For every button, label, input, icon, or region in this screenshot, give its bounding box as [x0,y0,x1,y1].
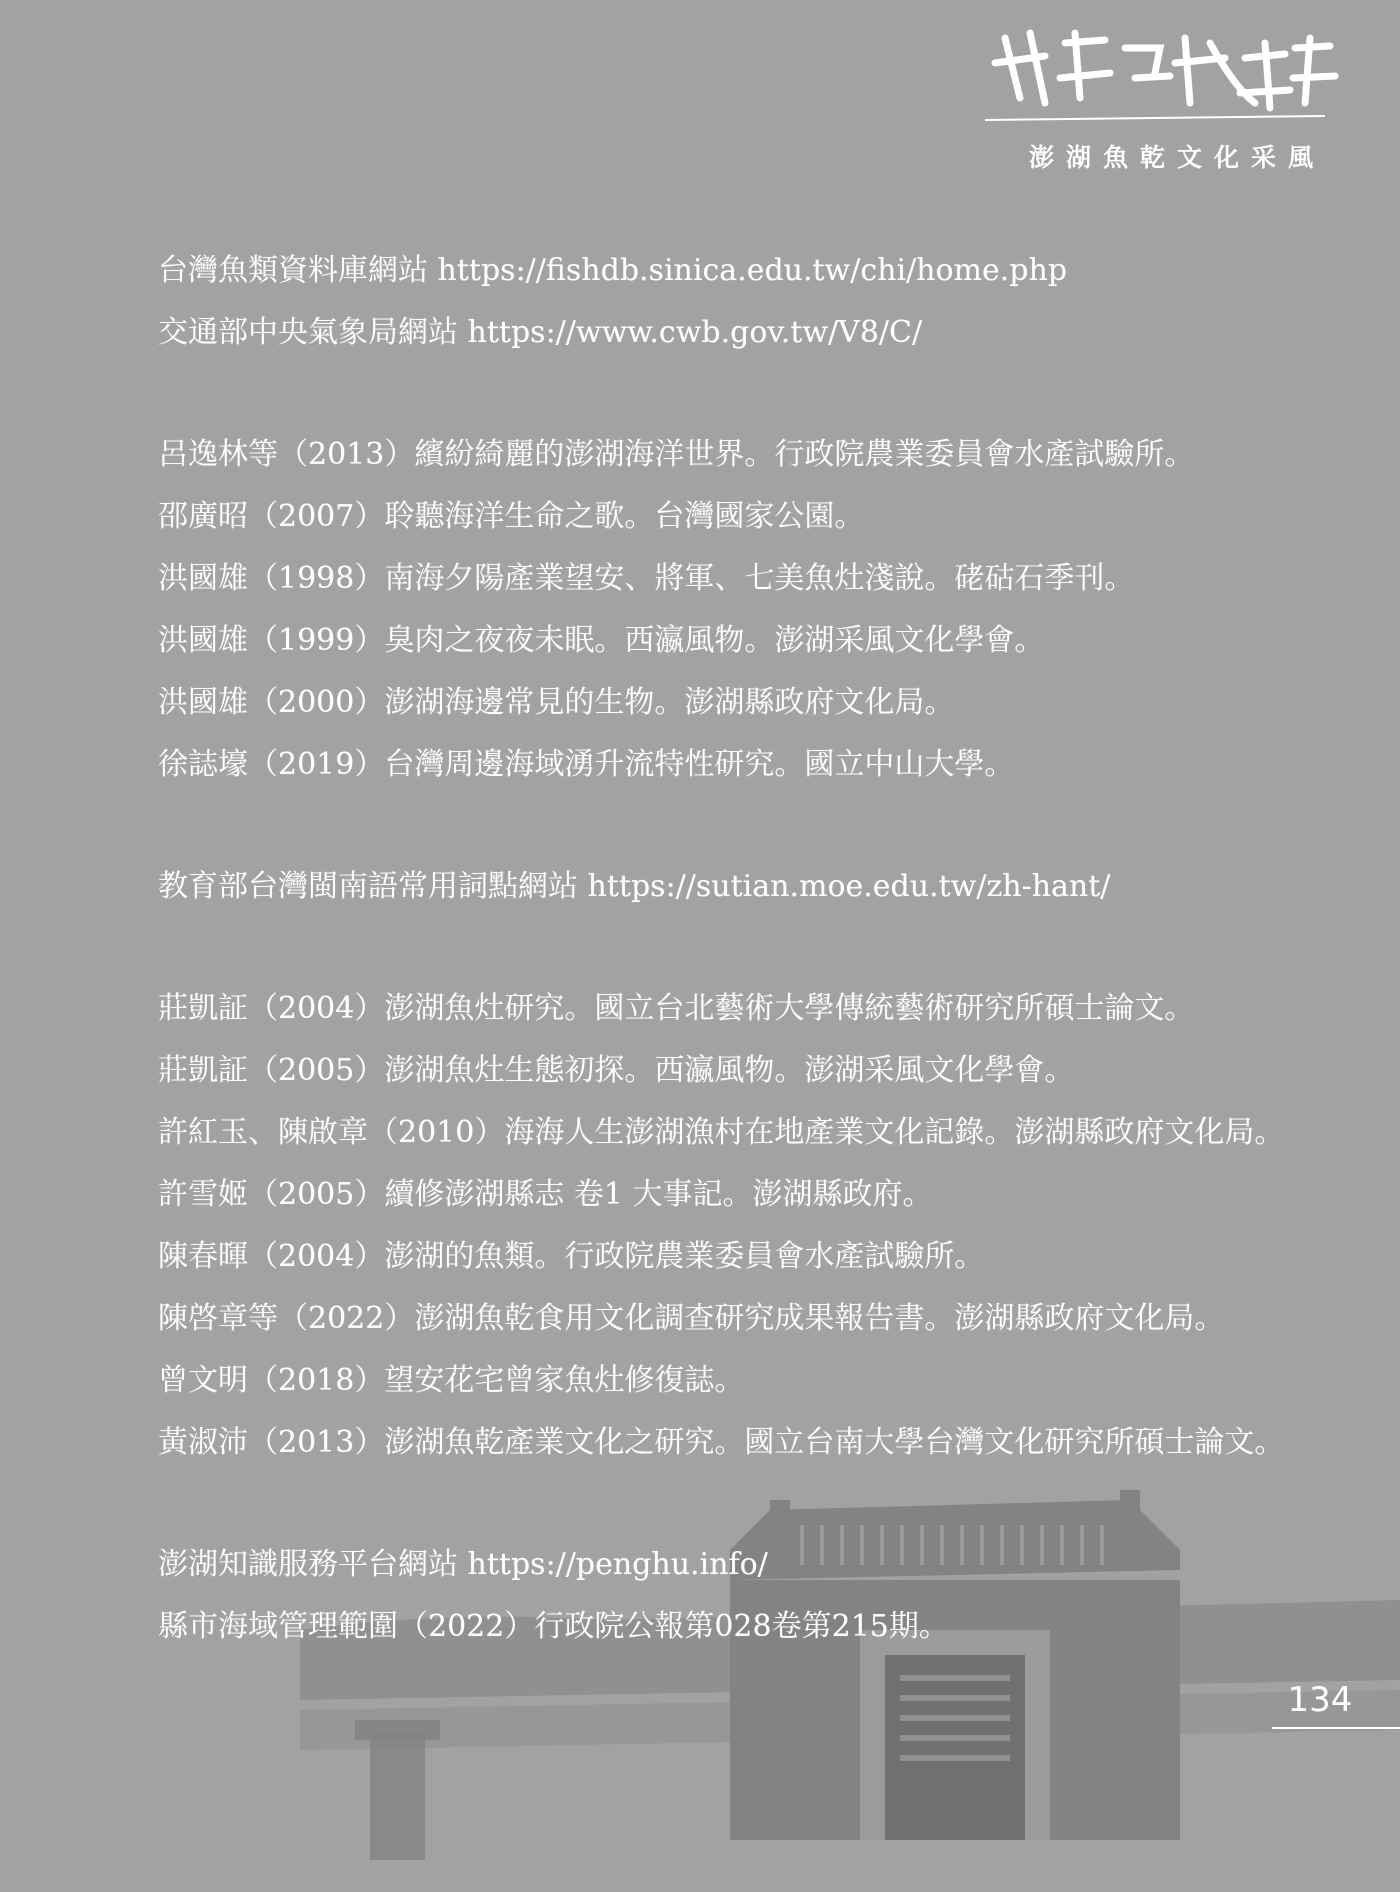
reference-entry: 縣市海域管理範圍（2022）行政院公報第028卷第215期。 [158,1609,949,1644]
reference-entry: 教育部台灣閩南語常用詞點網站 https://sutian.moe.edu.tw/zh-hant/ [158,869,1111,904]
reference-entry: 黃淑沛（2013）澎湖魚乾產業文化之研究。國立台南大學台灣文化研究所碩士論文。 [158,1425,1285,1460]
reference-entry: 台灣魚類資料庫網站 https://fishdb.sinica.edu.tw/chi/home.php [158,253,1068,288]
reference-entry: 許雪姬（2005）續修澎湖縣志 卷1 大事記。澎湖縣政府。 [158,1177,933,1212]
reference-entry: 陳春暉（2004）澎湖的魚類。行政院農業委員會水產試驗所。 [158,1239,985,1274]
reference-list [158,240,1358,1718]
logo-calligraphy [985,18,1345,128]
reference-entry: 曾文明（2018）望安花宅曾家魚灶修復誌。 [158,1363,745,1398]
reference-entry: 洪國雄（2000）澎湖海邊常見的生物。澎湖縣政府文化局。 [158,685,955,720]
reference-entry: 呂逸林等（2013）繽紛綺麗的澎湖海洋世界。行政院農業委員會水產試驗所。 [158,437,1195,472]
reference-group [158,856,1358,918]
reference-entry: 許紅玉、陳啟章（2010）海海人生澎湖漁村在地產業文化記錄。澎湖縣政府文化局。 [158,1115,1285,1150]
reference-entry: 澎湖知識服務平台網站 https://penghu.info/ [158,1547,768,1582]
page-number-rule [1272,1727,1400,1729]
reference-entry: 洪國雄（1998）南海夕陽產業望安、將軍、七美魚灶淺說。硓𥑮石季刊。 [158,561,1135,596]
page-number: 134 [1287,1680,1353,1720]
reference-entry: 莊凱証（2005）澎湖魚灶生態初探。西瀛風物。澎湖采風文化學會。 [158,1053,1075,1088]
reference-entry: 莊凱証（2004）澎湖魚灶研究。國立台北藝術大學傳統藝術研究所碩士論文。 [158,991,1195,1026]
series-title: 澎湖魚乾文化采風 [1028,143,1325,172]
reference-group [158,1534,1358,1658]
reference-entry: 交通部中央氣象局網站 https://www.cwb.gov.tw/V8/C/ [158,315,923,350]
reference-group [158,978,1358,1474]
reference-entry: 邵廣昭（2007）聆聽海洋生命之歌。台灣國家公園。 [158,499,865,534]
reference-entry: 陳啓章等（2022）澎湖魚乾食用文化調查研究成果報告書。澎湖縣政府文化局。 [158,1301,1225,1336]
reference-group [158,424,1358,796]
reference-group [158,240,1358,364]
reference-entry: 徐誌壕（2019）台灣周邊海域湧升流特性研究。國立中山大學。 [158,747,1015,782]
reference-entry: 洪國雄（1999）臭肉之夜夜未眠。西瀛風物。澎湖采風文化學會。 [158,623,1045,658]
